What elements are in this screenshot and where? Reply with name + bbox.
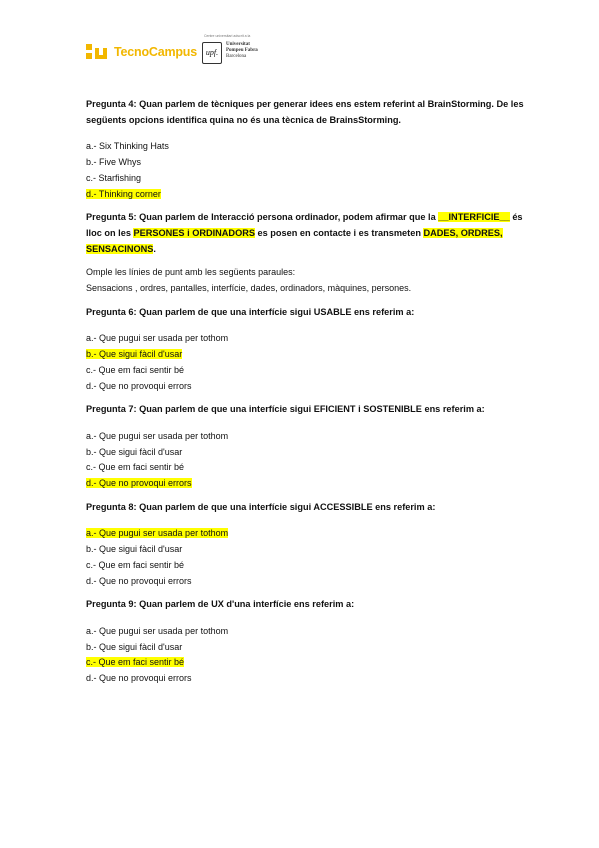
q9-option-a: a.- Que pugui ser usada per tothom [86,625,229,636]
upf-logo [202,34,322,70]
q8-option-b: b.- Que sigui fàcil d'usar [86,544,183,555]
q6-option-d: d.- Que no provoqui errors [86,380,192,391]
upf-name-line: Pompeu Fabra [226,48,258,53]
q4-option-c: c.- Starfishing [86,172,142,183]
q9-option-c-answer: c.- Que em faci sentir bé [86,657,185,668]
upf-mark: upf. [202,42,222,64]
question-4-title: Pregunta 4: Quan parlem de tècniques per generar idees ens estem referint al BrainStorming. De les següents opcions identifica quina no és una tècnica de BrainsStorming. [86,99,524,125]
q7-option-d-answer: d.- Que no provoqui errors [86,478,192,489]
q7-option-b: b.- Que sigui fàcil d'usar [86,446,183,457]
tecnocampus-brand: TecnoCampus [114,45,197,59]
tecnocampus-mark-icon [86,44,108,60]
q9-option-d: d.- Que no provoqui errors [86,673,192,684]
q5-prefix: Pregunta 5: Quan parlem de Interacció persona ordinador, podem afirmar que la [86,212,439,223]
q5-instruction: Omple les línies de punt amb les següents paraules: [86,267,296,278]
q6-option-b-answer: b.- Que sigui fàcil d'usar [86,349,183,360]
question-8-title: Pregunta 8: Quan parlem de que una interfície sigui ACCESSIBLE ens referim a: [86,501,436,512]
q7-option-a: a.- Que pugui ser usada per tothom [86,430,229,441]
q8-option-d: d.- Que no provoqui errors [86,575,192,586]
question-9-title: Pregunta 9: Quan parlem de UX d'una interfície ens referim a: [86,599,355,610]
q4-option-d-answer: d.- Thinking corner [86,188,161,199]
upf-tagline: Centre universitari adscrit a la [204,34,251,38]
q9-option-b: b.- Que sigui fàcil d'usar [86,641,183,652]
q5-mid-1: és lloc on les [86,212,523,238]
upf-name-line: Barcelona [226,54,247,59]
q5-end: . [153,243,156,254]
question-7-title: Pregunta 7: Quan parlem de que una interfície sigui EFICIENT i SOSTENIBLE ens referim a: [86,404,485,415]
q8-option-c: c.- Que em faci sentir bé [86,559,185,570]
q4-option-a: a.- Six Thinking Hats [86,141,169,152]
upf-name-line: Universitat [226,42,250,47]
question-5-text [86,210,526,257]
q7-option-c: c.- Que em faci sentir bé [86,462,185,473]
q6-option-a: a.- Que pugui ser usada per tothom [86,333,229,344]
upf-name [226,42,258,60]
q5-blank-1: __INTERFICIE__ [438,212,510,223]
q5-blank-2: PERSONES i ORDINADORS [133,227,255,238]
document-body [86,97,526,687]
q5-mid-2: es posen en contacte i es transmeten [254,227,424,238]
q5-blank-3: DADES, ORDRES, SENSACINONS [86,227,503,254]
q6-option-c: c.- Que em faci sentir bé [86,364,185,375]
q4-option-b: b.- Five Whys [86,157,142,168]
q5-word-list: Sensacions , ordres, pantalles, interfície, dades, ordinadors, màquines, persones. [86,283,412,294]
page-header [86,34,326,70]
question-6-title: Pregunta 6: Quan parlem de que una interfície sigui USABLE ens referim a: [86,306,415,317]
tecnocampus-logo [86,44,197,60]
q8-option-a-answer: a.- Que pugui ser usada per tothom [86,528,229,539]
